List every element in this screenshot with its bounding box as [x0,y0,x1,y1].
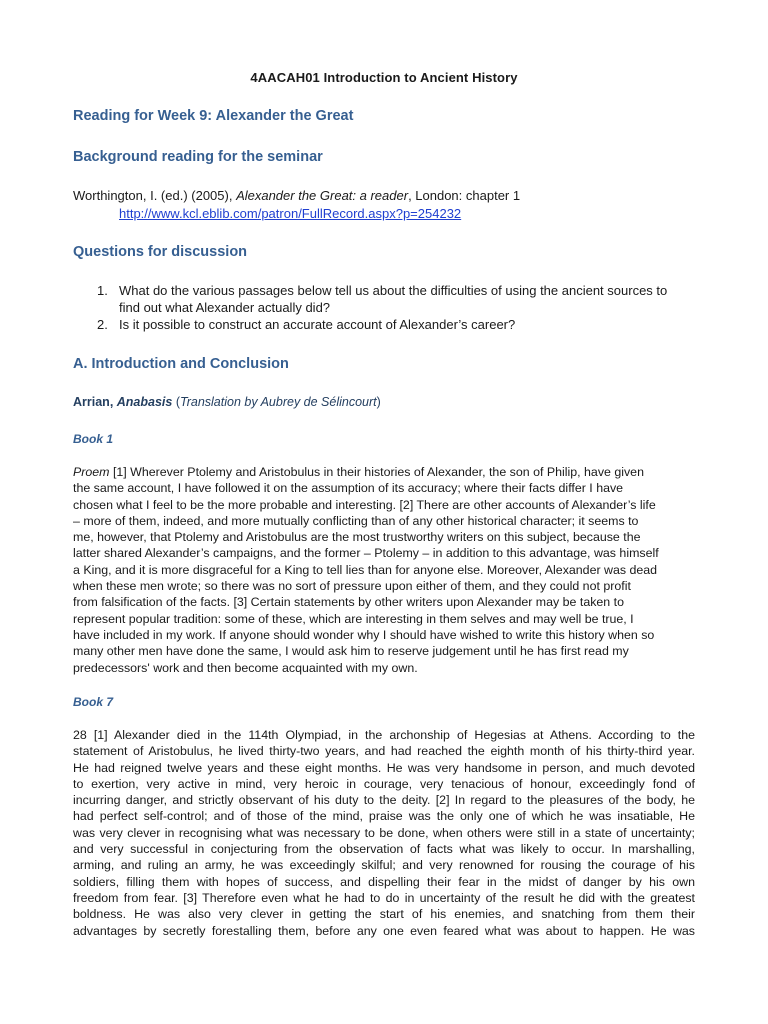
reference [73,187,520,223]
course-title: 4AACAH01 Introduction to Ancient History [250,70,518,85]
reference-authors: Worthington, I. (ed.) (2005), [73,188,237,203]
passage-line: incurring danger, and strictly observant of his duty to the deity. [2] In regard to the pleasures of the body, he [73,793,695,808]
passage-line: and very successful in conjecturing from the observation of facts what was likely to occur. In marshalling, [73,842,695,857]
source-close: ) [376,395,381,409]
source-citation [73,395,381,409]
book-7-label: Book 7 [73,695,114,709]
passage-line: 28 [1] Alexander died in the 114th Olympiad, in the archonship of Hegesias at Athens. According to the [73,728,695,742]
source-translation: Translation by Aubrey de Sélincourt [180,395,377,409]
reference-title: Alexander the Great: a reader [236,188,409,203]
questions-heading: Questions for discussion [73,244,248,260]
question-text: What do the various passages below tell us about the difficulties of using the ancient sources to find out what Alexander actually did? [119,283,668,315]
passage-line: the same account, I have followed it on the assumption of its accuracy; where their facts differ I have [73,481,624,496]
passage-line: represent popular tradition: some of these, which are interesting in them selves and may well be true, I [73,611,634,626]
source-author: Arrian, [73,395,117,409]
week-heading: Reading for Week 9: Alexander the Great [73,108,354,124]
passage-line: soldiers, filling them with hopes of success, and dispelling their fear in the midst of danger by his own [73,874,695,889]
passage-line: advantages by secretly forestalling them, before any one even feared what was about to happen. He was [73,923,695,938]
background-heading: Background reading for the seminar [73,149,323,165]
passage-line: – more of them, indeed, and more mutually conflicting than of any other historical character; it seems to [73,513,639,528]
passage-line: a King, and it is more disgraceful for a King to tell lies than for anyone else. Moreover, Alexander was dead [73,562,658,577]
passage-line: Proem [1] Wherever Ptolemy and Aristobulus in their histories of Alexander, the son of Philip, have given [73,465,644,479]
question-item [97,282,677,316]
passage-line: to exertion, very active in mind, very heroic in courage, very tenacious of honour, exceedingly fond of [73,776,695,791]
book-7-passage [73,727,695,939]
passage-line: have included in my work. If anyone should wonder why I should have wished to write this history when so [73,627,655,642]
section-a-heading: A. Introduction and Conclusion [73,356,289,372]
passage-line: predecessors' work and then become acquainted with my own. [73,660,418,675]
reference-link[interactable]: http://www.kcl.eblib.com/patron/FullRecord.aspx?p=254232 [119,206,462,221]
question-list [97,282,677,333]
book-1-passage [73,464,695,676]
passage-line: freedom from fear. [3] Therefore even what he had to do in uncertainty of the result he did with the greatest [73,890,695,905]
book-1-label: Book 1 [73,432,114,446]
source-open: ( [172,395,180,409]
passage-line: me, however, that Ptolemy and Aristobulus are the most trustworthy writers on this subject, because the [73,530,641,545]
passage-line: statement of Aristobulus, he lived thirty-two years, and had reached the eighth month of his thirty-third year. [73,744,695,759]
passage-line: was very clever in recognising what was necessary to be done, when others were still in a state of uncertainty; [73,825,695,840]
passage-line: had perfect self-control; and of those of the mind, praise was the only one of which he was insatiable, He [73,809,695,824]
passage-line: chosen what I feel to be the more probable and interesting. [2] There are other accounts of Alexander’s life [73,497,656,512]
question-item [97,316,677,333]
question-number: 1. [97,283,108,298]
passage-line: latter shared Alexander’s campaigns, and the former – Ptolemy – in addition to this advantage, was himself [73,546,659,561]
question-number: 2. [97,317,108,332]
passage-line: many other men have done the same, I would ask him to reserve judgement until he has first read my [73,644,629,659]
passage-line: boldness. He was also very clever in getting the start of his enemies, and snatching from them their [73,907,695,922]
passage-line: He had reigned twelve years and these eight months. He was very handsome in person, and much devoted [73,760,695,775]
source-work: Anabasis [116,395,173,409]
question-text: Is it possible to construct an accurate account of Alexander’s career? [119,317,516,332]
passage-line: when these men wrote; so there was no sort of pressure upon either of them, and they could not profit [73,579,631,594]
passage-line: arming, and ruling an army, he was exceedingly skilful; and very renowned for rousing the courage of his [73,858,695,873]
passage-line: from falsification of the facts. [3] Certain statements by other writers upon Alexander may be taken to [73,595,624,610]
reference-rest: , London: chapter 1 [408,188,521,203]
